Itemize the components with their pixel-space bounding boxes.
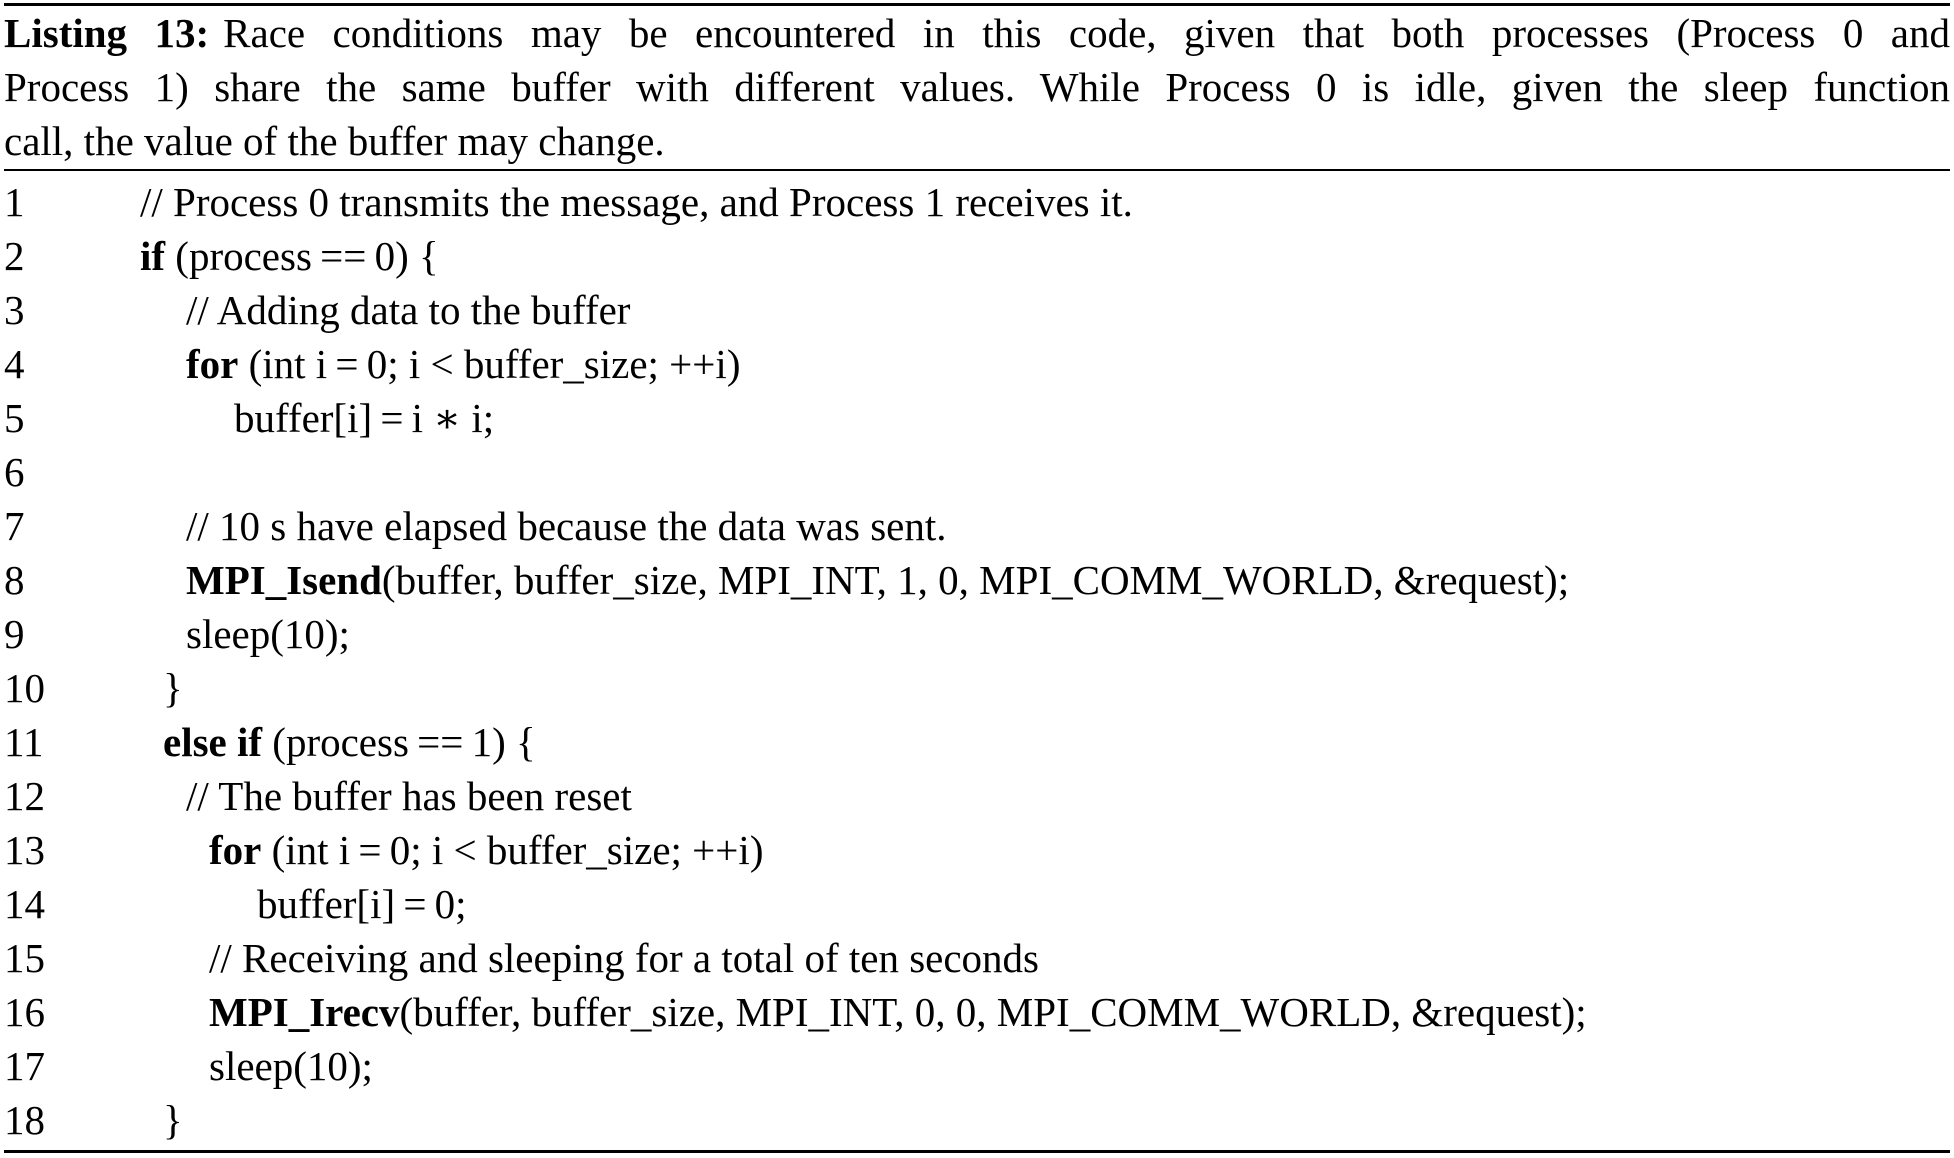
line-number: 5 bbox=[4, 395, 25, 441]
code-fragment: buffer[i] = 0; bbox=[257, 881, 467, 927]
code-line bbox=[0, 769, 1954, 823]
code-line bbox=[0, 553, 1954, 607]
code-fragment: // Receiving and sleeping for a total of ten seconds bbox=[209, 935, 1040, 981]
code-fragment: (buffer, buffer_size, MPI_INT, 1, 0, MPI_COMM_WORLD, &request); bbox=[381, 557, 1570, 603]
line-number: 12 bbox=[4, 773, 45, 819]
line-number: 18 bbox=[4, 1097, 45, 1143]
code-line bbox=[0, 931, 1954, 985]
line-number: 16 bbox=[4, 989, 45, 1035]
code-fragment: sleep(10); bbox=[209, 1043, 373, 1089]
code-keyword: else if bbox=[163, 719, 263, 765]
code-line bbox=[0, 877, 1954, 931]
line-number: 14 bbox=[4, 881, 45, 927]
code-line bbox=[0, 283, 1954, 337]
code-line bbox=[0, 607, 1954, 661]
line-number: 11 bbox=[4, 719, 44, 765]
caption-line-2: Process 1) share the same buffer with different values. While Process 0 is idle, given the sleep function bbox=[4, 64, 1950, 110]
code-fragment: } bbox=[163, 665, 183, 711]
line-number: 2 bbox=[4, 233, 25, 279]
code-text bbox=[186, 283, 630, 337]
code-text bbox=[186, 607, 350, 661]
code-text bbox=[209, 985, 1587, 1039]
code-keyword: if bbox=[140, 233, 166, 279]
caption-label: Listing 13: bbox=[4, 10, 210, 56]
code-line bbox=[0, 391, 1954, 445]
code-text bbox=[209, 823, 763, 877]
caption-rule bbox=[4, 169, 1950, 171]
line-number: 15 bbox=[4, 935, 45, 981]
code-line bbox=[0, 175, 1954, 229]
line-number: 13 bbox=[4, 827, 45, 873]
code-fragment: // Process 0 transmits the message, and Process 1 receives it. bbox=[140, 179, 1133, 225]
code-keyword: for bbox=[209, 827, 262, 873]
code-line bbox=[0, 715, 1954, 769]
line-number: 3 bbox=[4, 287, 25, 333]
code-fragment: sleep(10); bbox=[186, 611, 350, 657]
code-line bbox=[0, 229, 1954, 283]
code-text bbox=[186, 553, 1569, 607]
line-number: 17 bbox=[4, 1043, 45, 1089]
code-text bbox=[163, 1093, 183, 1147]
code-text bbox=[186, 499, 947, 553]
line-number: 4 bbox=[4, 341, 25, 387]
code-text bbox=[209, 931, 1039, 985]
code-text bbox=[234, 391, 494, 445]
line-number: 7 bbox=[4, 503, 25, 549]
code-line bbox=[0, 1039, 1954, 1093]
code-text bbox=[186, 769, 632, 823]
code-line bbox=[0, 661, 1954, 715]
code-line bbox=[0, 445, 1954, 499]
code-fragment: (process == 1) { bbox=[262, 719, 536, 765]
line-number: 9 bbox=[4, 611, 25, 657]
code-line bbox=[0, 1093, 1954, 1147]
caption-text-1: Race conditions may be encountered in this code, given that both processes (Process 0 and bbox=[223, 10, 1950, 56]
code-line bbox=[0, 823, 1954, 877]
code-text bbox=[163, 661, 183, 715]
code-fragment: (int i = 0; i < buffer_size; ++i) bbox=[238, 341, 741, 387]
code-fragment: (buffer, buffer_size, MPI_INT, 0, 0, MPI_COMM_WORLD, &request); bbox=[399, 989, 1587, 1035]
code-text bbox=[209, 1039, 373, 1093]
code-keyword: MPI_Isend bbox=[186, 557, 382, 603]
code-text bbox=[257, 877, 467, 931]
code-fragment: // The buffer has been reset bbox=[186, 773, 632, 819]
caption-line-1 bbox=[4, 6, 1950, 60]
code-fragment: buffer[i] = i ∗ i; bbox=[234, 395, 495, 441]
code-fragment: (int i = 0; i < buffer_size; ++i) bbox=[261, 827, 764, 873]
line-number: 10 bbox=[4, 665, 45, 711]
code-fragment: (process == 0) { bbox=[165, 233, 439, 279]
code-fragment: // 10 s have elapsed because the data was sent. bbox=[186, 503, 947, 549]
code-line bbox=[0, 985, 1954, 1039]
code-text bbox=[186, 337, 740, 391]
code-text bbox=[163, 715, 536, 769]
line-number: 8 bbox=[4, 557, 25, 603]
code-text bbox=[140, 175, 1133, 229]
code-keyword: for bbox=[186, 341, 239, 387]
code-text bbox=[140, 229, 439, 283]
code-keyword: MPI_Irecv bbox=[209, 989, 400, 1035]
caption-line-3: call, the value of the buffer may change. bbox=[4, 118, 665, 164]
line-number: 6 bbox=[4, 449, 25, 495]
code-fragment: } bbox=[163, 1097, 183, 1143]
listing-caption bbox=[4, 6, 1950, 168]
code-line bbox=[0, 337, 1954, 391]
bottom-rule bbox=[4, 1150, 1950, 1153]
line-number: 1 bbox=[4, 179, 25, 225]
code-line bbox=[0, 499, 1954, 553]
code-fragment: // Adding data to the buffer bbox=[186, 287, 631, 333]
